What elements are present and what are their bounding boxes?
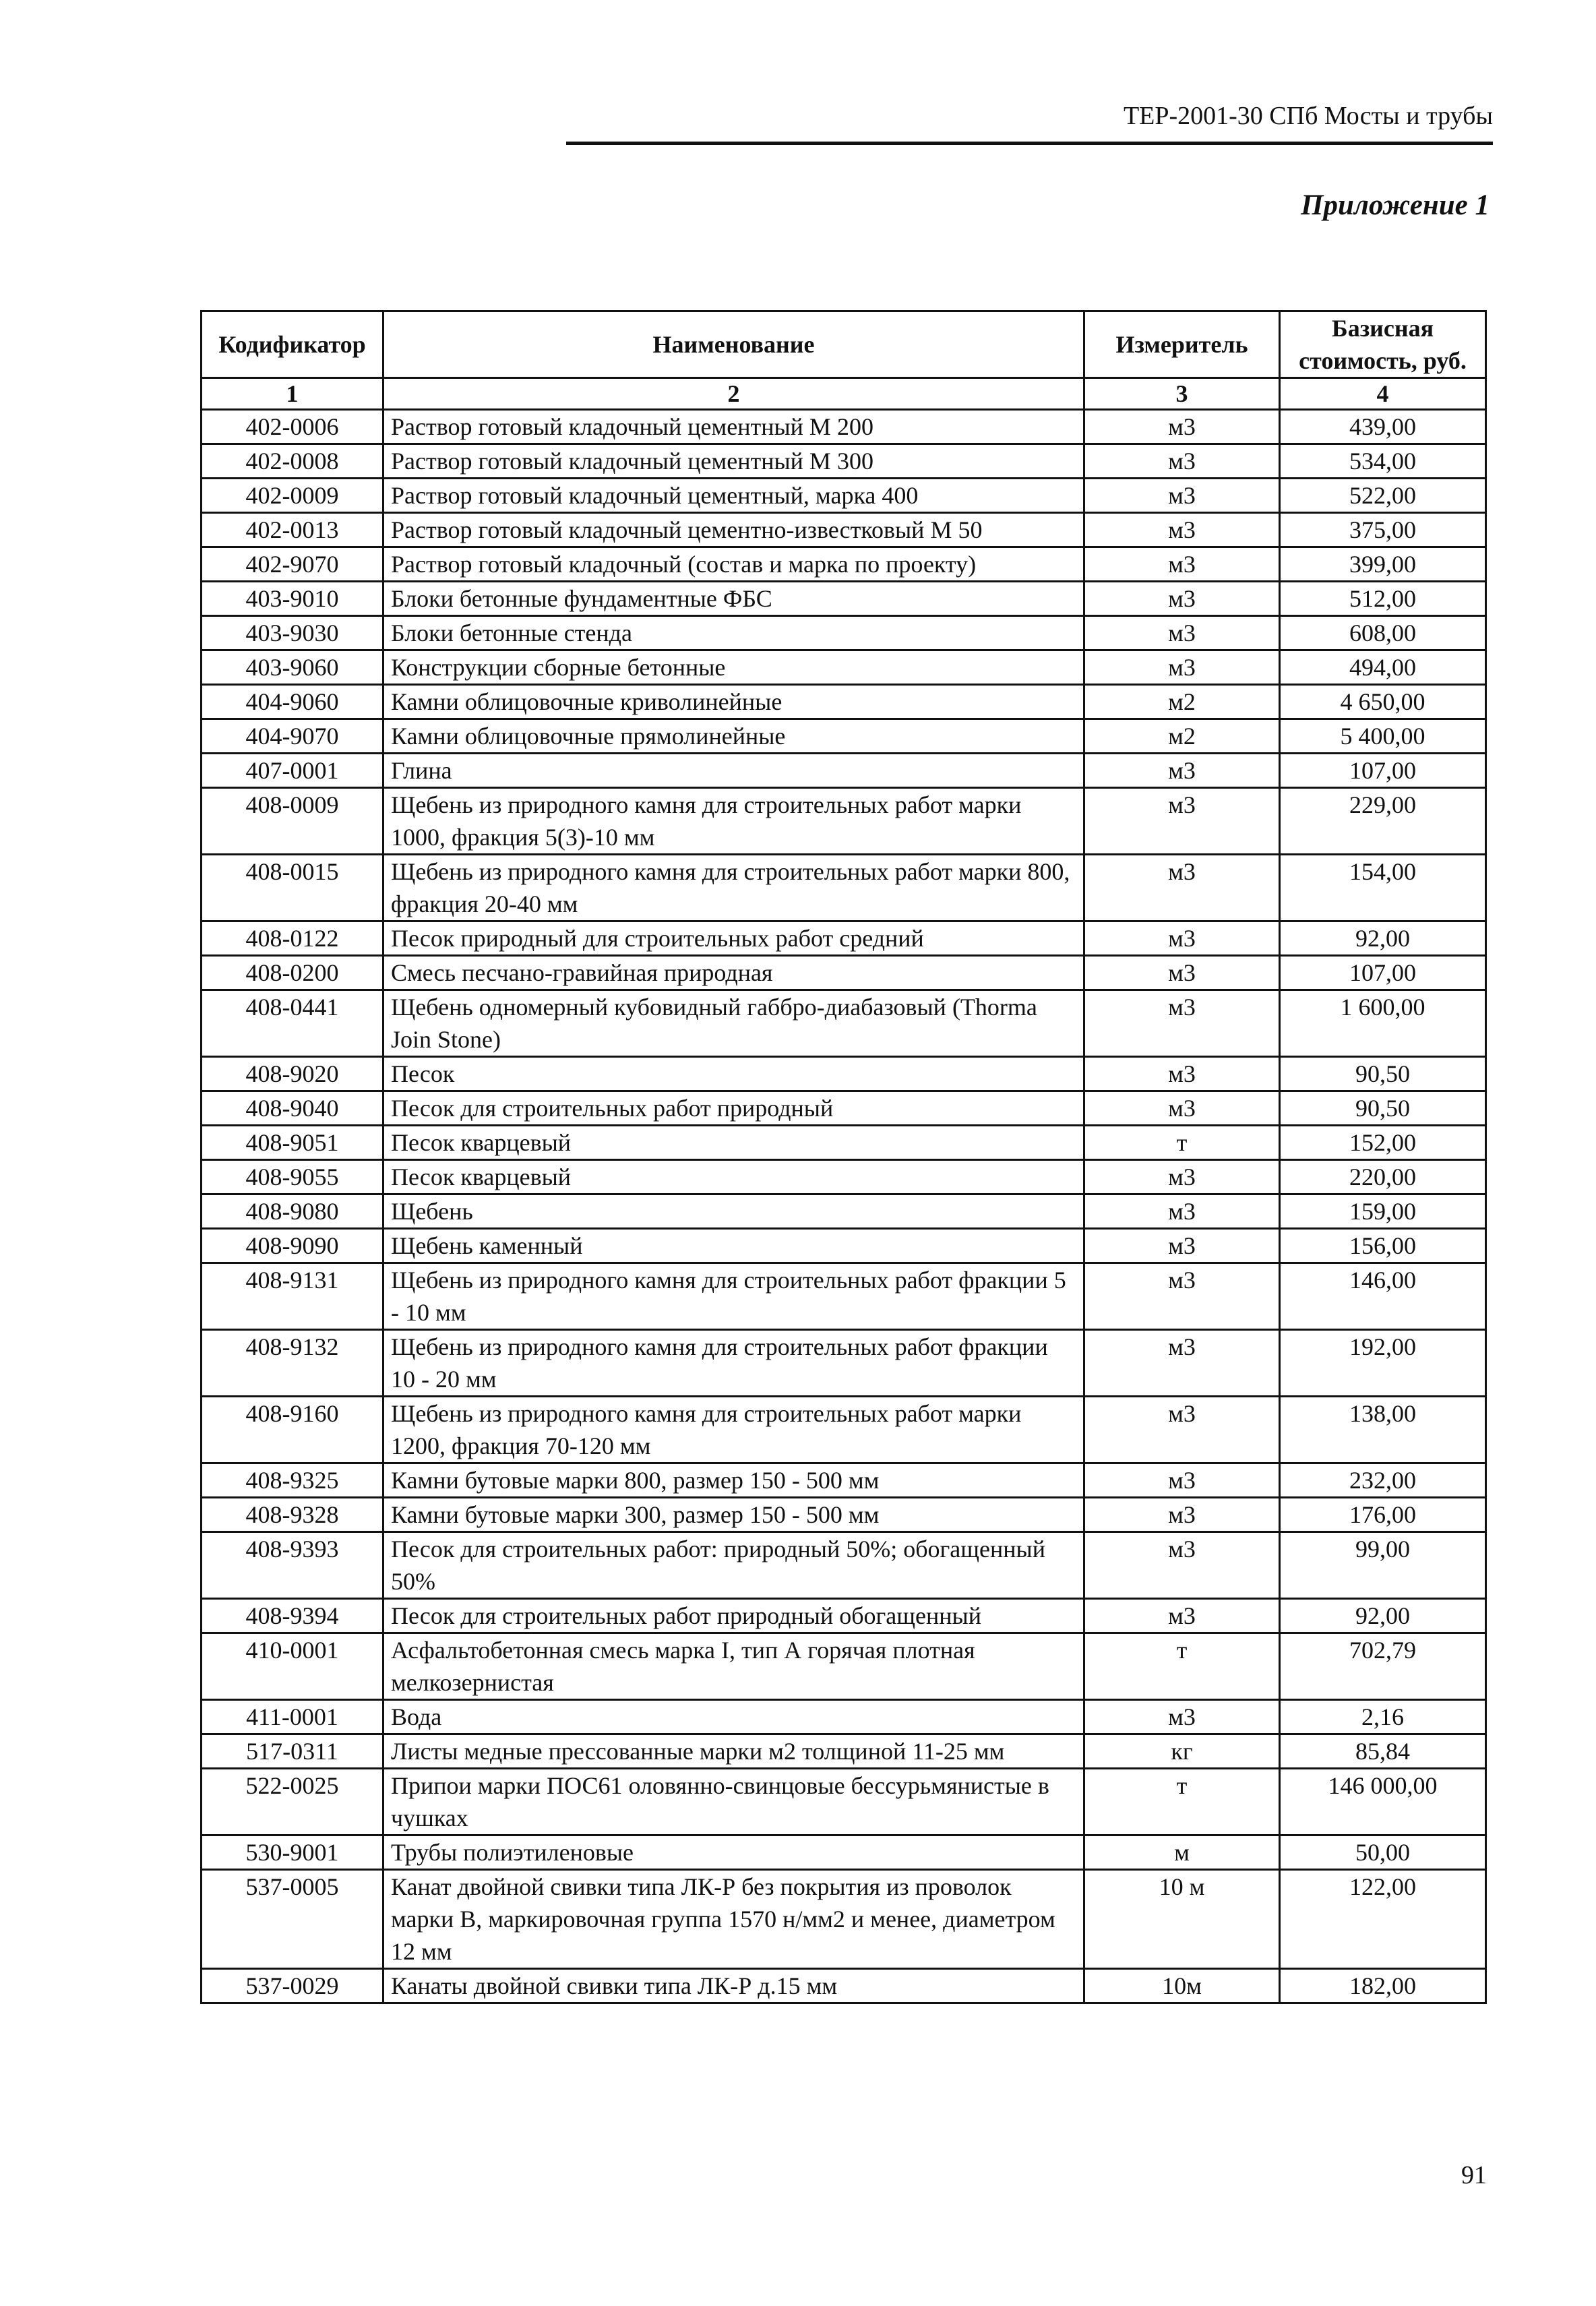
code-cell: 408-0015: [202, 855, 383, 921]
name-cell: Щебень из природного камня для строительных работ фракции 10 - 20 мм: [383, 1330, 1084, 1397]
column-number: 3: [1084, 378, 1280, 410]
unit-cell: м3: [1084, 1700, 1280, 1734]
table-row: [202, 410, 1486, 444]
column-number: 2: [383, 378, 1084, 410]
price-cell: 608,00: [1280, 616, 1486, 650]
unit-cell: т: [1084, 1769, 1280, 1835]
name-cell: Трубы полиэтиленовые: [383, 1835, 1084, 1870]
name-cell: Камни облицовочные прямолинейные: [383, 719, 1084, 754]
code-cell: 408-9160: [202, 1397, 383, 1463]
unit-cell: м2: [1084, 719, 1280, 754]
unit-cell: т: [1084, 1126, 1280, 1160]
materials-price-table: [200, 310, 1487, 2004]
price-cell: 156,00: [1280, 1229, 1486, 1263]
name-cell: Канаты двойной свивки типа ЛК-Р д.15 мм: [383, 1969, 1084, 2003]
table-row: [202, 1463, 1486, 1498]
price-cell: 4 650,00: [1280, 685, 1486, 719]
table-row: [202, 685, 1486, 719]
unit-cell: м3: [1084, 410, 1280, 444]
unit-cell: м3: [1084, 479, 1280, 513]
code-cell: 402-0013: [202, 513, 383, 547]
name-cell: Смесь песчано-гравийная природная: [383, 956, 1084, 990]
unit-cell: м3: [1084, 1330, 1280, 1397]
unit-cell: кг: [1084, 1734, 1280, 1769]
table-row: [202, 1330, 1486, 1397]
price-cell: 50,00: [1280, 1835, 1486, 1870]
price-cell: 152,00: [1280, 1126, 1486, 1160]
price-cell: 5 400,00: [1280, 719, 1486, 754]
unit-cell: м3: [1084, 956, 1280, 990]
code-cell: 404-9060: [202, 685, 383, 719]
code-cell: 408-9131: [202, 1263, 383, 1330]
code-cell: 403-9010: [202, 582, 383, 616]
code-cell: 408-9080: [202, 1194, 383, 1229]
price-cell: 99,00: [1280, 1532, 1486, 1599]
code-cell: 537-0029: [202, 1969, 383, 2003]
code-cell: 402-9070: [202, 547, 383, 582]
code-cell: 402-0009: [202, 479, 383, 513]
code-cell: 408-0009: [202, 788, 383, 855]
code-cell: 403-9030: [202, 616, 383, 650]
table-row: [202, 513, 1486, 547]
table-row: [202, 1057, 1486, 1091]
unit-cell: м3: [1084, 1229, 1280, 1263]
code-cell: 408-9020: [202, 1057, 383, 1091]
price-cell: 522,00: [1280, 479, 1486, 513]
column-header-price: Базисная стоимость, руб.: [1280, 311, 1486, 378]
table-row: [202, 921, 1486, 956]
table-row: [202, 1160, 1486, 1194]
price-cell: 399,00: [1280, 547, 1486, 582]
unit-cell: м3: [1084, 650, 1280, 685]
table-row: [202, 616, 1486, 650]
table-row: [202, 1734, 1486, 1769]
unit-cell: м3: [1084, 788, 1280, 855]
unit-cell: м3: [1084, 1532, 1280, 1599]
price-cell: 229,00: [1280, 788, 1486, 855]
running-header: ТЕР-2001-30 СПб Мосты и трубы: [1123, 102, 1493, 130]
table-row: [202, 788, 1486, 855]
unit-cell: т: [1084, 1633, 1280, 1700]
column-header-unit: Измеритель: [1084, 311, 1280, 378]
price-cell: 146 000,00: [1280, 1769, 1486, 1835]
price-cell: 154,00: [1280, 855, 1486, 921]
name-cell: Песок кварцевый: [383, 1126, 1084, 1160]
name-cell: Камни бутовые марки 800, размер 150 - 500 мм: [383, 1463, 1084, 1498]
unit-cell: м3: [1084, 1194, 1280, 1229]
table-row: [202, 1835, 1486, 1870]
code-cell: 408-9325: [202, 1463, 383, 1498]
code-cell: 411-0001: [202, 1700, 383, 1734]
name-cell: Щебень из природного камня для строительных работ марки 800, фракция 20-40 мм: [383, 855, 1084, 921]
code-cell: 522-0025: [202, 1769, 383, 1835]
name-cell: Раствор готовый кладочный (состав и марка по проекту): [383, 547, 1084, 582]
table-body: [202, 410, 1486, 2003]
table-row: [202, 1263, 1486, 1330]
price-cell: 92,00: [1280, 921, 1486, 956]
code-cell: 408-9393: [202, 1532, 383, 1599]
price-cell: 90,50: [1280, 1057, 1486, 1091]
name-cell: Щебень из природного камня для строительных работ марки 1000, фракция 5(3)-10 мм: [383, 788, 1084, 855]
unit-cell: м3: [1084, 444, 1280, 479]
code-cell: 408-0200: [202, 956, 383, 990]
price-cell: 2,16: [1280, 1700, 1486, 1734]
code-cell: 517-0311: [202, 1734, 383, 1769]
column-header-name: Наименование: [383, 311, 1084, 378]
name-cell: Песок природный для строительных работ средний: [383, 921, 1084, 956]
price-cell: 702,79: [1280, 1633, 1486, 1700]
unit-cell: м3: [1084, 1160, 1280, 1194]
price-cell: 107,00: [1280, 754, 1486, 788]
column-number: 1: [202, 378, 383, 410]
code-cell: 402-0006: [202, 410, 383, 444]
table-row: [202, 1633, 1486, 1700]
name-cell: Песок кварцевый: [383, 1160, 1084, 1194]
table-row: [202, 444, 1486, 479]
name-cell: Вода: [383, 1700, 1084, 1734]
unit-cell: м3: [1084, 582, 1280, 616]
name-cell: Щебень: [383, 1194, 1084, 1229]
table-row: [202, 582, 1486, 616]
table-row: [202, 1532, 1486, 1599]
table-row: [202, 1091, 1486, 1126]
column-number: 4: [1280, 378, 1486, 410]
name-cell: Листы медные прессованные марки м2 толщиной 11-25 мм: [383, 1734, 1084, 1769]
price-cell: 182,00: [1280, 1969, 1486, 2003]
table-row: [202, 1126, 1486, 1160]
table-row: [202, 855, 1486, 921]
name-cell: Щебень одномерный кубовидный габбро-диабазовый (Thorma Join Stone): [383, 990, 1084, 1057]
table-row: [202, 479, 1486, 513]
unit-cell: м3: [1084, 1599, 1280, 1633]
unit-cell: м3: [1084, 921, 1280, 956]
price-cell: 92,00: [1280, 1599, 1486, 1633]
code-cell: 408-9328: [202, 1498, 383, 1532]
code-cell: 408-9132: [202, 1330, 383, 1397]
code-cell: 408-9040: [202, 1091, 383, 1126]
unit-cell: 10м: [1084, 1969, 1280, 2003]
table-row: [202, 1870, 1486, 1969]
name-cell: Глина: [383, 754, 1084, 788]
table-row: [202, 719, 1486, 754]
appendix-label: Приложение 1: [1301, 189, 1490, 221]
table-row: [202, 990, 1486, 1057]
unit-cell: м3: [1084, 513, 1280, 547]
price-cell: 534,00: [1280, 444, 1486, 479]
price-cell: 494,00: [1280, 650, 1486, 685]
table-row: [202, 1700, 1486, 1734]
unit-cell: м3: [1084, 855, 1280, 921]
column-number-row: [202, 378, 1486, 410]
name-cell: Канат двойной свивки типа ЛК-Р без покрытия из проволок марки В, маркировочная группа 1570 н/мм2 и менее, диаметром 12 мм: [383, 1870, 1084, 1969]
unit-cell: м3: [1084, 1263, 1280, 1330]
code-cell: 408-0122: [202, 921, 383, 956]
code-cell: 403-9060: [202, 650, 383, 685]
table-row: [202, 956, 1486, 990]
name-cell: Камни облицовочные криволинейные: [383, 685, 1084, 719]
price-cell: 159,00: [1280, 1194, 1486, 1229]
name-cell: Раствор готовый кладочный цементный, марка 400: [383, 479, 1084, 513]
table-row: [202, 1769, 1486, 1835]
unit-cell: м3: [1084, 754, 1280, 788]
name-cell: Раствор готовый кладочный цементно-известковый М 50: [383, 513, 1084, 547]
table-row: [202, 1969, 1486, 2003]
name-cell: Щебень каменный: [383, 1229, 1084, 1263]
code-cell: 408-9394: [202, 1599, 383, 1633]
table-row: [202, 650, 1486, 685]
code-cell: 408-9090: [202, 1229, 383, 1263]
price-cell: 176,00: [1280, 1498, 1486, 1532]
price-cell: 146,00: [1280, 1263, 1486, 1330]
code-cell: 530-9001: [202, 1835, 383, 1870]
unit-cell: м2: [1084, 685, 1280, 719]
name-cell: Щебень из природного камня для строительных работ марки 1200, фракция 70-120 мм: [383, 1397, 1084, 1463]
unit-cell: м3: [1084, 1463, 1280, 1498]
column-header-code: Кодификатор: [202, 311, 383, 378]
code-cell: 404-9070: [202, 719, 383, 754]
price-cell: 90,50: [1280, 1091, 1486, 1126]
header-rule: [566, 142, 1493, 145]
table-row: [202, 1498, 1486, 1532]
price-cell: 107,00: [1280, 956, 1486, 990]
price-cell: 85,84: [1280, 1734, 1486, 1769]
code-cell: 407-0001: [202, 754, 383, 788]
unit-cell: м3: [1084, 1057, 1280, 1091]
name-cell: Песок для строительных работ природный обогащенный: [383, 1599, 1084, 1633]
name-cell: Раствор готовый кладочный цементный М 300: [383, 444, 1084, 479]
page-number: 91: [1461, 2161, 1487, 2189]
unit-cell: м3: [1084, 547, 1280, 582]
code-cell: 408-0441: [202, 990, 383, 1057]
name-cell: Припои марки ПОС61 оловянно-свинцовые бессурьмянистые в чушках: [383, 1769, 1084, 1835]
code-cell: 537-0005: [202, 1870, 383, 1969]
unit-cell: м3: [1084, 1091, 1280, 1126]
unit-cell: м3: [1084, 1397, 1280, 1463]
price-cell: 512,00: [1280, 582, 1486, 616]
table-row: [202, 1397, 1486, 1463]
unit-cell: м3: [1084, 1498, 1280, 1532]
code-cell: 408-9055: [202, 1160, 383, 1194]
price-cell: 232,00: [1280, 1463, 1486, 1498]
name-cell: Камни бутовые марки 300, размер 150 - 500 мм: [383, 1498, 1084, 1532]
unit-cell: м3: [1084, 990, 1280, 1057]
unit-cell: 10 м: [1084, 1870, 1280, 1969]
name-cell: Песок: [383, 1057, 1084, 1091]
price-cell: 439,00: [1280, 410, 1486, 444]
unit-cell: м3: [1084, 616, 1280, 650]
table-row: [202, 1599, 1486, 1633]
price-cell: 220,00: [1280, 1160, 1486, 1194]
name-cell: Щебень из природного камня для строительных работ фракции 5 - 10 мм: [383, 1263, 1084, 1330]
name-cell: Блоки бетонные фундаментные ФБС: [383, 582, 1084, 616]
code-cell: 402-0008: [202, 444, 383, 479]
table-row: [202, 547, 1486, 582]
name-cell: Конструкции сборные бетонные: [383, 650, 1084, 685]
name-cell: Асфальтобетонная смесь марка I, тип А горячая плотная мелкозернистая: [383, 1633, 1084, 1700]
table-row: [202, 754, 1486, 788]
code-cell: 408-9051: [202, 1126, 383, 1160]
name-cell: Блоки бетонные стенда: [383, 616, 1084, 650]
name-cell: Раствор готовый кладочный цементный М 200: [383, 410, 1084, 444]
price-cell: 192,00: [1280, 1330, 1486, 1397]
table-row: [202, 1194, 1486, 1229]
unit-cell: м: [1084, 1835, 1280, 1870]
code-cell: 410-0001: [202, 1633, 383, 1700]
price-cell: 375,00: [1280, 513, 1486, 547]
price-cell: 122,00: [1280, 1870, 1486, 1969]
price-cell: 138,00: [1280, 1397, 1486, 1463]
table-row: [202, 1229, 1486, 1263]
name-cell: Песок для строительных работ природный: [383, 1091, 1084, 1126]
price-cell: 1 600,00: [1280, 990, 1486, 1057]
table-header-row: [202, 311, 1486, 378]
name-cell: Песок для строительных работ: природный 50%; обогащенный 50%: [383, 1532, 1084, 1599]
